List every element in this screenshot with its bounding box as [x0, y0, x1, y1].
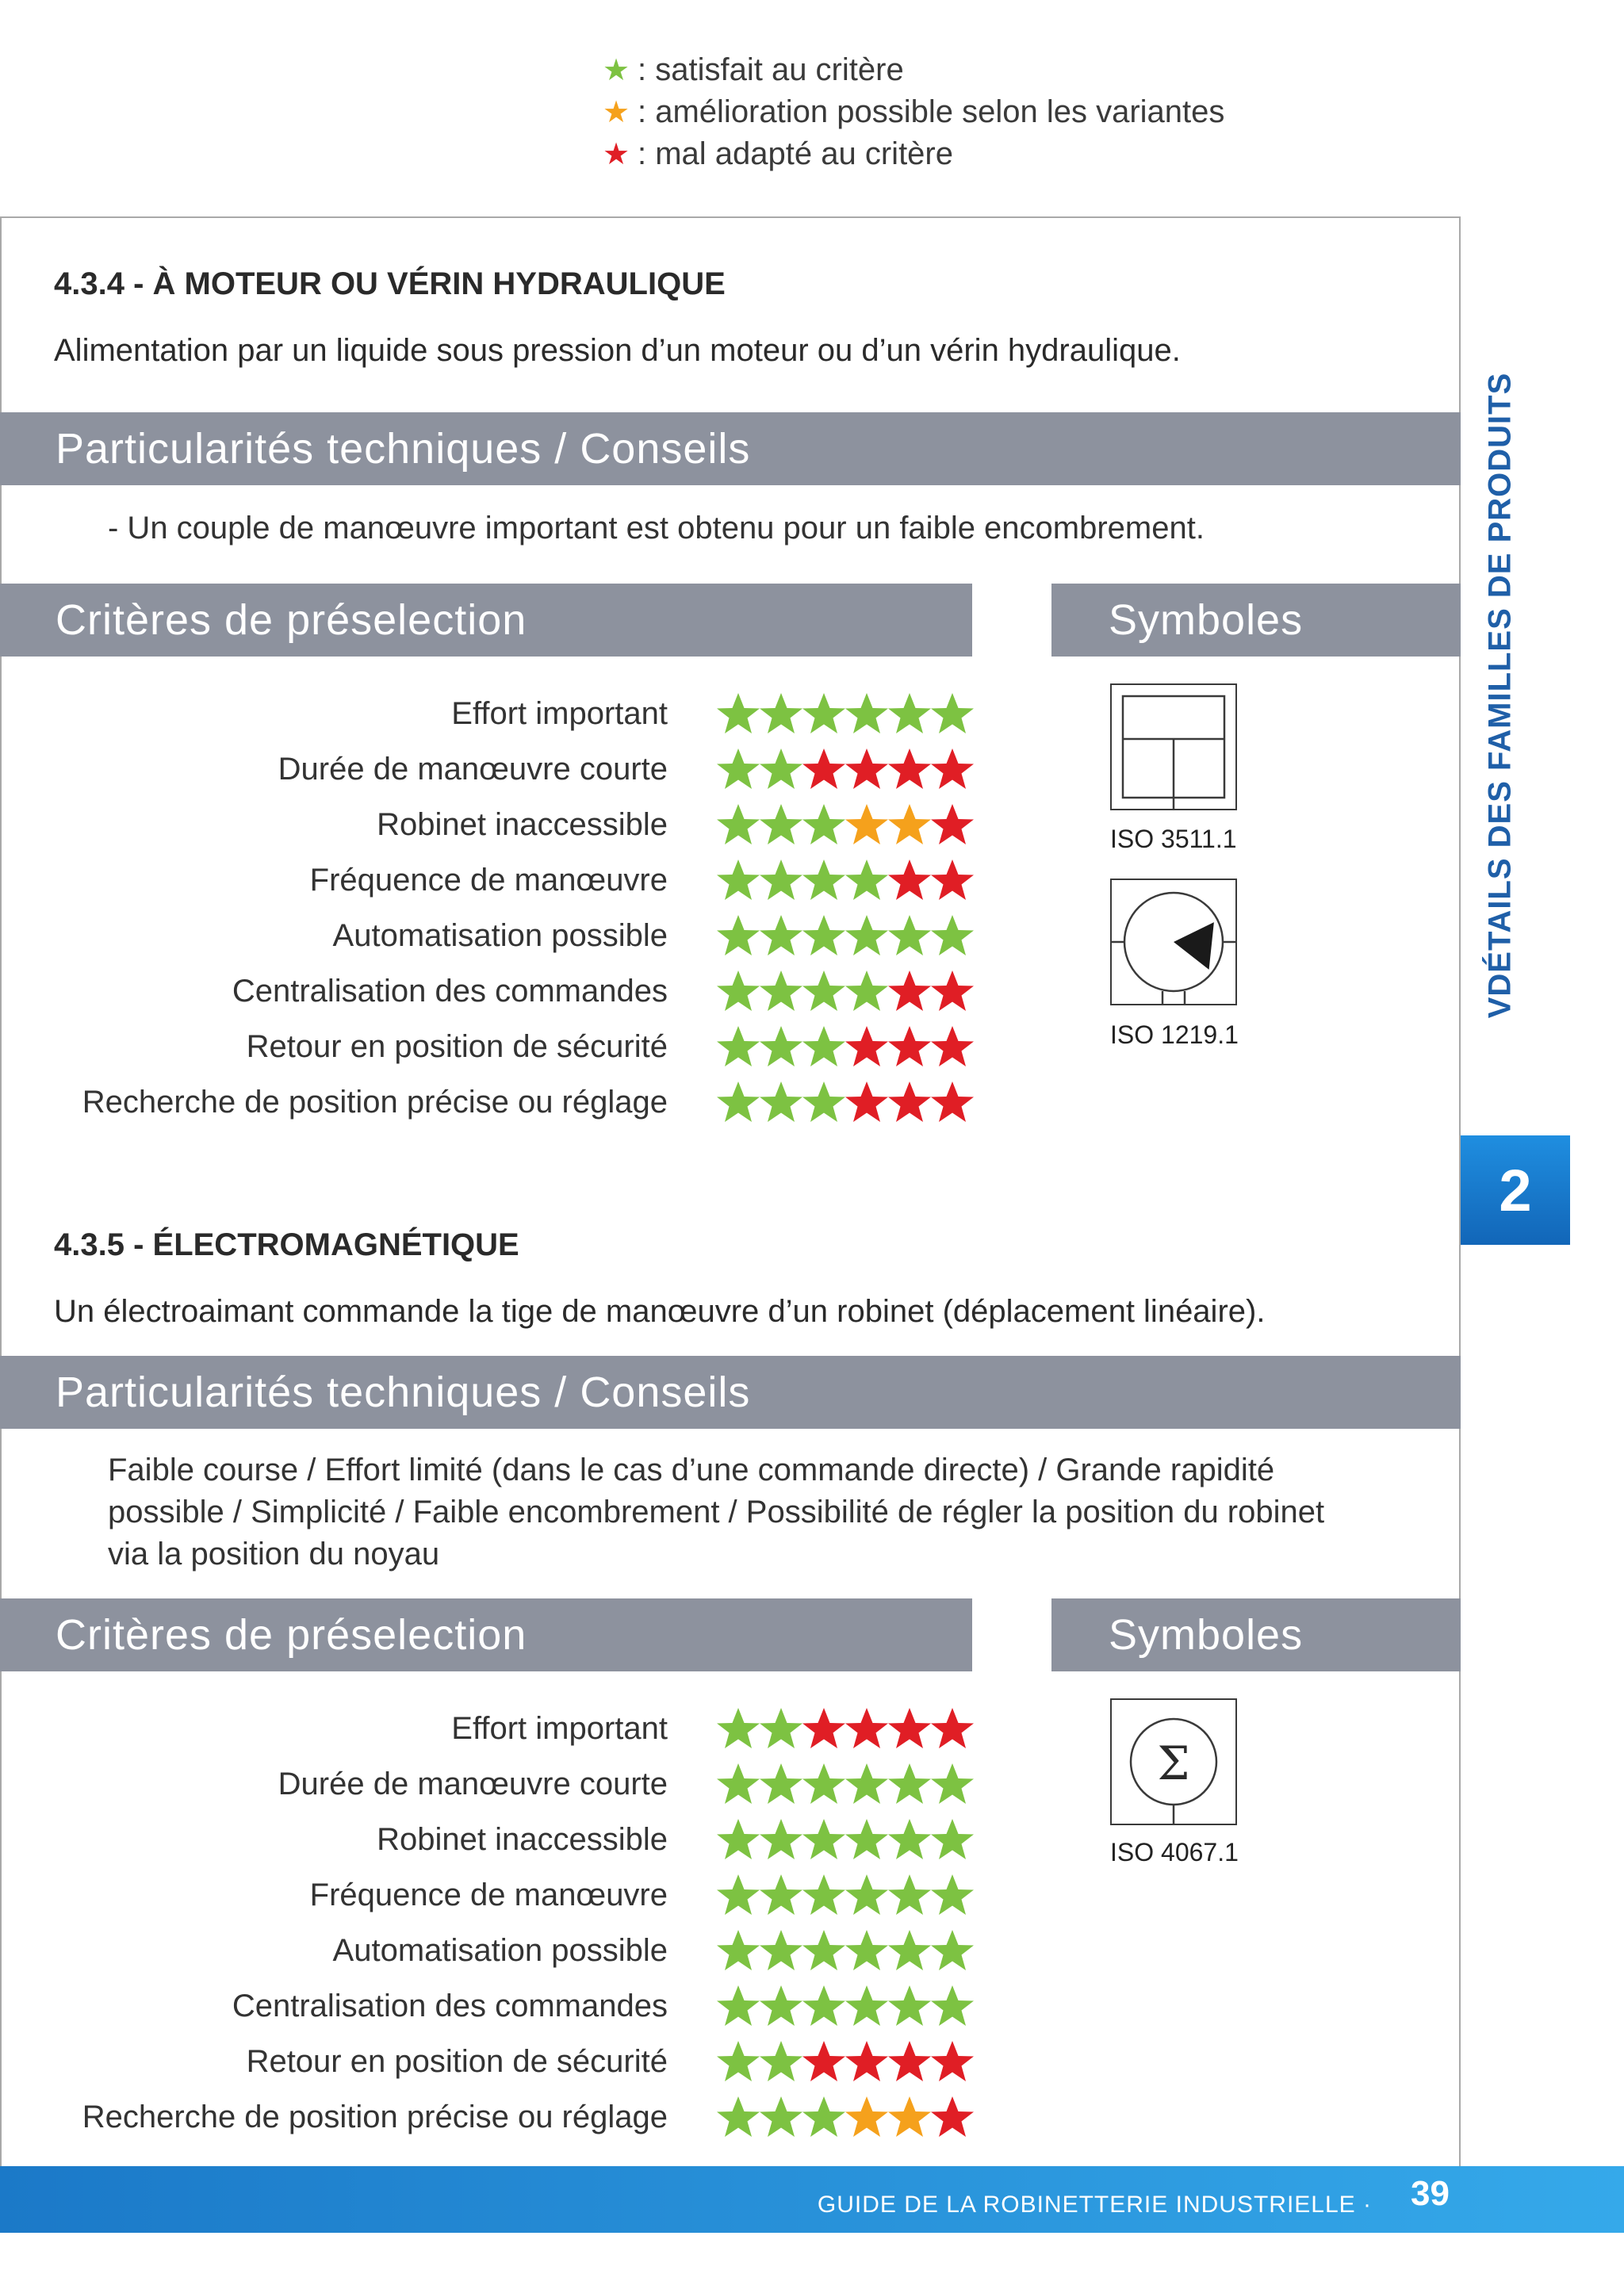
star-green-icon	[715, 1928, 761, 1974]
star-green-icon	[844, 1762, 890, 1808]
criterion-label: Effort important	[451, 1711, 668, 1746]
star-red-icon	[887, 747, 933, 793]
conseils-line: via la position du noyau	[108, 1537, 440, 1572]
star-green-icon	[844, 1873, 890, 1919]
footer-bar	[0, 2166, 1624, 2233]
conseils-text: - Un couple de manœuvre important est obtenu pour un faible encombrement.	[108, 511, 1205, 546]
criterion-label: Robinet inaccessible	[377, 1822, 668, 1857]
criterion-label: Durée de manœuvre courte	[278, 1767, 668, 1801]
star-green-icon	[758, 1984, 804, 2030]
star-red-icon	[887, 1706, 933, 1752]
star-green-icon	[758, 2095, 804, 2141]
star-green-icon	[801, 1817, 847, 1863]
star-green-icon	[715, 913, 761, 959]
star-green-icon	[844, 913, 890, 959]
criterion-label: Recherche de position précise ou réglage	[82, 2100, 668, 2134]
star-green-icon	[844, 1984, 890, 2030]
conseils-line: possible / Simplicité / Faible encombrement / Possibilité de régler la position du robinet	[108, 1495, 1325, 1529]
star-red-icon	[929, 969, 975, 1015]
star-green-icon	[758, 802, 804, 848]
star-green-icon	[801, 858, 847, 904]
svg-text:Σ: Σ	[1157, 1736, 1190, 1790]
star-green-icon	[715, 969, 761, 1015]
band-symboles: Symboles	[1051, 1598, 1461, 1671]
legend-item-green	[603, 49, 1224, 91]
star-green-icon	[715, 747, 761, 793]
star-green-icon	[715, 858, 761, 904]
star-green-icon	[715, 691, 761, 737]
star-green-icon	[887, 1928, 933, 1974]
band-conseils: Particularités techniques / Conseils	[0, 412, 1461, 485]
legend-label: : mal adapté au critère	[638, 136, 953, 171]
star-green-icon	[929, 1817, 975, 1863]
star-red-icon	[929, 858, 975, 904]
legend-label: : amélioration possible selon les variantes	[638, 94, 1225, 129]
star-orange-icon	[887, 2095, 933, 2141]
star-green-icon	[887, 691, 933, 737]
star-green-icon	[844, 969, 890, 1015]
star-green-icon	[715, 1762, 761, 1808]
star-green-icon	[887, 1762, 933, 1808]
star-green-icon	[844, 691, 890, 737]
star-green-icon	[801, 691, 847, 737]
star-green-icon	[801, 1928, 847, 1974]
criterion-label: Recherche de position précise ou réglage	[82, 1085, 668, 1120]
star-green-icon	[801, 1762, 847, 1808]
legend-label: : satisfait au critère	[638, 52, 904, 87]
band-criteres: Critères de préselection	[0, 1598, 972, 1671]
star-green-icon	[801, 802, 847, 848]
star-orange-icon	[887, 802, 933, 848]
star-green-icon	[715, 1873, 761, 1919]
star-green-icon	[844, 1817, 890, 1863]
hydraulic-motor-icon	[1110, 879, 1237, 1005]
criterion-label: Durée de manœuvre courte	[278, 752, 668, 787]
star-green-icon	[758, 1928, 804, 1974]
star-green-icon	[715, 802, 761, 848]
star-green-icon	[758, 1024, 804, 1070]
star-orange-icon	[844, 802, 890, 848]
symbol-label: ISO 3511.1	[1110, 825, 1237, 853]
star-red-icon	[929, 2095, 975, 2141]
star-red-icon	[887, 2039, 933, 2085]
band-criteres: Critères de préselection	[0, 584, 972, 657]
star-green-icon	[758, 913, 804, 959]
star-red-icon	[801, 2039, 847, 2085]
criterion-label: Automatisation possible	[332, 918, 668, 953]
star-green-icon	[758, 969, 804, 1015]
star-green-icon	[758, 1873, 804, 1919]
band-symboles: Symboles	[1051, 584, 1461, 657]
star-red-icon	[844, 2039, 890, 2085]
star-green-icon	[758, 1762, 804, 1808]
star-red-icon	[929, 802, 975, 848]
star-green-icon	[887, 1817, 933, 1863]
star-green-icon	[715, 1984, 761, 2030]
band-conseils: Particularités techniques / Conseils	[0, 1356, 1461, 1429]
criterion-label: Robinet inaccessible	[377, 807, 668, 842]
star-green-icon	[801, 969, 847, 1015]
star-red-icon	[801, 1706, 847, 1752]
criterion-label: Fréquence de manœuvre	[309, 1878, 668, 1912]
star-green-icon	[929, 1762, 975, 1808]
star-green-icon	[929, 691, 975, 737]
electromagnetic-sigma-icon	[1110, 1698, 1237, 1825]
star-green-icon	[715, 1080, 761, 1126]
legend-item-orange	[603, 91, 1224, 133]
star-red-icon	[844, 1706, 890, 1752]
star-green-icon	[929, 1873, 975, 1919]
conseils-text	[108, 1449, 1324, 1575]
star-green-icon	[844, 858, 890, 904]
star-green-icon	[758, 858, 804, 904]
criterion-label: Fréquence de manœuvre	[309, 863, 668, 898]
star-green-icon	[758, 1080, 804, 1126]
symbol-label: ISO 1219.1	[1110, 1020, 1239, 1049]
criterion-label: Centralisation des commandes	[232, 1989, 668, 2023]
star-green-icon	[758, 2039, 804, 2085]
star-green-icon	[929, 1984, 975, 2030]
star-green-icon	[801, 2095, 847, 2141]
criterion-label: Effort important	[451, 696, 668, 731]
criterion-label: Centralisation des commandes	[232, 974, 668, 1009]
star-green-icon	[801, 1024, 847, 1070]
star-green-icon	[715, 2039, 761, 2085]
star-legend	[603, 49, 1224, 175]
star-green-icon	[801, 1873, 847, 1919]
star-green-icon	[715, 1817, 761, 1863]
star-green-icon	[715, 1706, 761, 1752]
star-red-icon	[887, 858, 933, 904]
star-green-icon	[758, 691, 804, 737]
star-green-icon	[887, 1984, 933, 2030]
section-title: 4.3.4 - À MOTEUR OU VÉRIN HYDRAULIQUE	[54, 266, 726, 301]
star-red-icon	[887, 1080, 933, 1126]
symbol-label: ISO 4067.1	[1110, 1838, 1239, 1866]
criterion-label: Retour en position de sécurité	[246, 1029, 668, 1064]
footer-title: GUIDE DE LA ROBINETTERIE INDUSTRIELLE ·	[817, 2192, 1372, 2218]
criterion-label: Automatisation possible	[332, 1933, 668, 1968]
star-red-icon	[801, 747, 847, 793]
star-green-icon	[715, 2095, 761, 2141]
conseils-line: Faible course / Effort limité (dans le cas d’une commande directe) / Grande rapidité	[108, 1453, 1275, 1487]
star-red-icon: ★	[603, 138, 630, 171]
star-green-icon	[844, 1928, 890, 1974]
star-orange-icon: ★	[603, 96, 630, 129]
star-red-icon	[844, 747, 890, 793]
star-red-icon	[929, 747, 975, 793]
star-orange-icon	[844, 2095, 890, 2141]
star-green-icon: ★	[603, 54, 630, 87]
star-red-icon	[929, 1080, 975, 1126]
chapter-title: VDÉTAILS DES FAMILLES DE PRODUITS	[1482, 372, 1518, 1019]
star-green-icon	[801, 1080, 847, 1126]
star-green-icon	[801, 913, 847, 959]
star-red-icon	[929, 1706, 975, 1752]
star-green-icon	[929, 913, 975, 959]
star-green-icon	[758, 1817, 804, 1863]
star-red-icon	[887, 1024, 933, 1070]
chapter-badge: 2	[1461, 1135, 1570, 1245]
star-green-icon	[758, 747, 804, 793]
chapter-sidebar	[1472, 279, 1529, 1112]
star-green-icon	[887, 913, 933, 959]
star-red-icon	[844, 1024, 890, 1070]
star-red-icon	[887, 969, 933, 1015]
star-green-icon	[801, 1984, 847, 2030]
criterion-label: Retour en position de sécurité	[246, 2044, 668, 2079]
star-red-icon	[929, 2039, 975, 2085]
star-green-icon	[758, 1706, 804, 1752]
star-red-icon	[929, 1024, 975, 1070]
star-green-icon	[929, 1928, 975, 1974]
page-number: 39	[1411, 2174, 1450, 2213]
star-green-icon	[887, 1873, 933, 1919]
actuator-square-icon	[1110, 683, 1237, 810]
section-description: Un électroaimant commande la tige de manœuvre d’un robinet (déplacement linéaire).	[54, 1294, 1266, 1329]
section-description: Alimentation par un liquide sous pression d’un moteur ou d’un vérin hydraulique.	[54, 333, 1181, 368]
star-red-icon	[844, 1080, 890, 1126]
star-green-icon	[715, 1024, 761, 1070]
section-title: 4.3.5 - ÉLECTROMAGNÉTIQUE	[54, 1227, 519, 1262]
legend-item-red	[603, 133, 1224, 175]
